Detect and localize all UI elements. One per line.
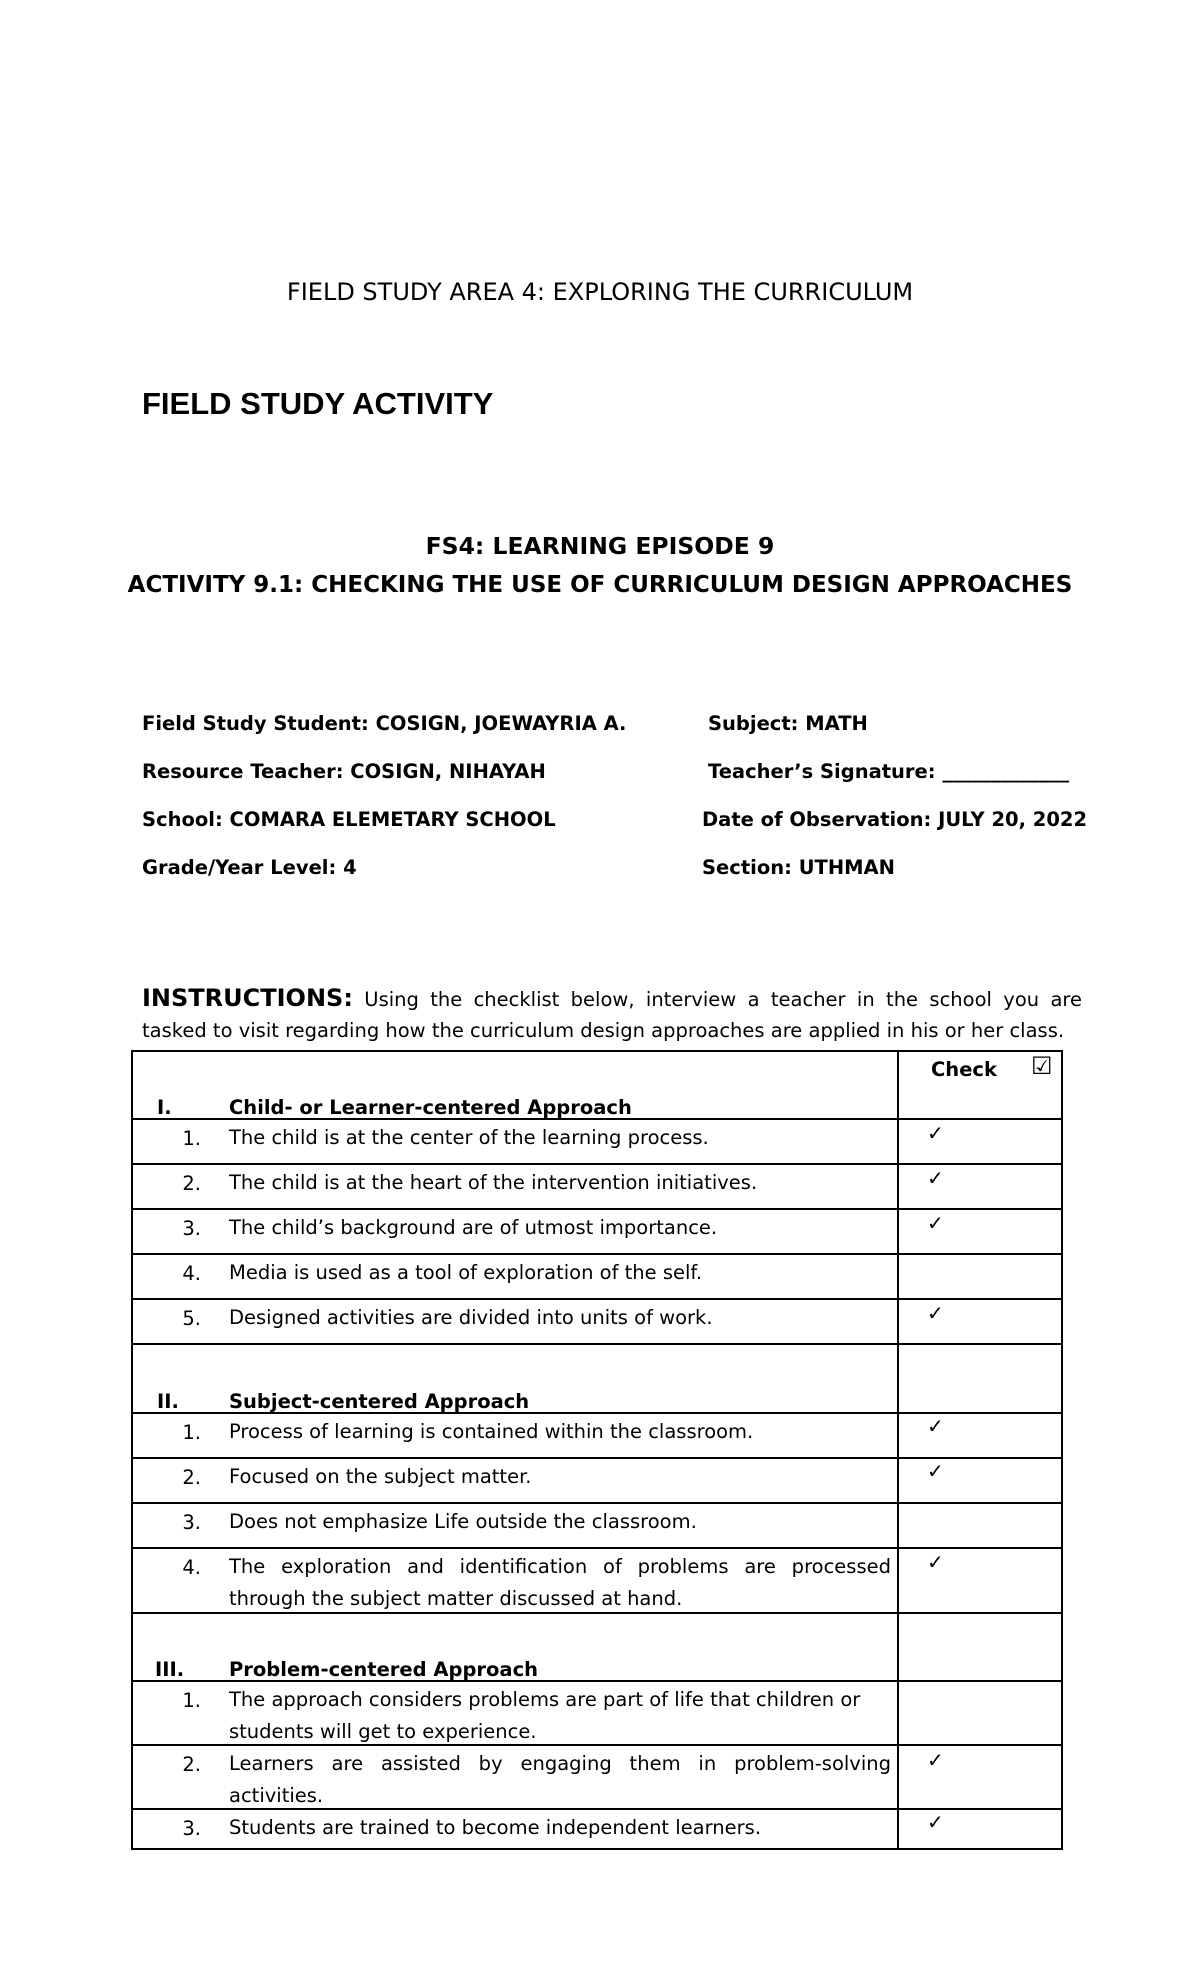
checklist-item: Process of learning is contained within the classroom. <box>229 1420 754 1443</box>
check-mark-icon: ✓ <box>927 1459 944 1483</box>
checklist-item: Does not emphasize Life outside the classroom. <box>229 1510 697 1533</box>
activity-title: ACTIVITY 9.1: CHECKING THE USE OF CURRICULUM DESIGN APPROACHES <box>127 572 1073 598</box>
teacher-field: Resource Teacher: COSIGN, NIHAYAH <box>142 760 546 783</box>
section-field: Section: UTHMAN <box>702 856 895 879</box>
item-number: 3. <box>182 1217 201 1240</box>
instructions-lead: INSTRUCTIONS: <box>142 984 353 1012</box>
checklist-item: Learners are assisted by engaging them in problem-solving <box>229 1752 891 1775</box>
check-mark-icon: ✓ <box>927 1211 944 1235</box>
grade-field: Grade/Year Level: 4 <box>142 856 357 879</box>
subject-field: Subject: MATH <box>708 712 868 735</box>
check-column-header: Check <box>931 1058 997 1081</box>
item-number: 3. <box>182 1511 201 1534</box>
checklist-item: Students are trained to become independent learners. <box>229 1816 762 1839</box>
section-title: Problem-centered Approach <box>229 1658 539 1681</box>
check-mark-icon: ✓ <box>927 1121 944 1145</box>
checklist-item: The child is at the heart of the intervention initiatives. <box>229 1171 758 1194</box>
check-mark-icon: ✓ <box>927 1550 944 1574</box>
checklist-item: The child is at the center of the learning process. <box>229 1126 709 1149</box>
item-number: 3. <box>182 1817 201 1840</box>
section-title: Child- or Learner-centered Approach <box>229 1096 632 1119</box>
date-field: Date of Observation: JULY 20, 2022 <box>702 808 1088 831</box>
checkbox-checked-icon: ☑ <box>1031 1052 1053 1080</box>
area-title: FIELD STUDY AREA 4: EXPLORING THE CURRICULUM <box>286 278 914 306</box>
section-numeral: I. <box>157 1096 172 1119</box>
item-number: 2. <box>182 1753 201 1776</box>
checklist-item: Designed activities are divided into units of work. <box>229 1306 713 1329</box>
checklist-item: The approach considers problems are part of life that children or <box>229 1688 861 1711</box>
item-number: 4. <box>182 1556 201 1579</box>
item-number: 5. <box>182 1307 201 1330</box>
section-title: Subject-centered Approach <box>229 1390 530 1413</box>
instructions <box>142 983 1082 1046</box>
item-number: 1. <box>182 1421 201 1444</box>
school-field: School: COMARA ELEMETARY SCHOOL <box>142 808 556 831</box>
checklist-item: The exploration and identification of problems are processed <box>229 1555 891 1578</box>
item-number: 4. <box>182 1262 201 1285</box>
signature-field: Teacher’s Signature: _____________ <box>708 760 1070 783</box>
check-mark-icon: ✓ <box>927 1810 944 1834</box>
item-number: 2. <box>182 1466 201 1489</box>
item-number: 2. <box>182 1172 201 1195</box>
instructions-text: Using the checklist below, interview a teacher in the school you are tasked to visit regarding how the curriculum design approaches are applied in his or her class. <box>142 988 1082 1042</box>
checklist-item: Media is used as a tool of exploration of the self. <box>229 1261 703 1284</box>
section-numeral: III. <box>155 1658 185 1681</box>
item-number: 1. <box>182 1689 201 1712</box>
checklist-item: The child’s background are of utmost importance. <box>229 1216 718 1239</box>
check-mark-icon: ✓ <box>927 1748 944 1772</box>
item-number: 1. <box>182 1127 201 1150</box>
checklist-table <box>131 1050 1063 1850</box>
checklist-item-continued: activities. <box>229 1784 324 1807</box>
checklist-item-continued: through the subject matter discussed at hand. <box>229 1587 683 1610</box>
episode-title: FS4: LEARNING EPISODE 9 <box>425 532 775 560</box>
section-numeral: II. <box>157 1390 179 1413</box>
check-mark-icon: ✓ <box>927 1166 944 1190</box>
checklist-item: Focused on the subject matter. <box>229 1465 532 1488</box>
student-field: Field Study Student: COSIGN, JOEWAYRIA A. <box>142 712 627 735</box>
check-mark-icon: ✓ <box>927 1414 944 1438</box>
activity-heading: FIELD STUDY ACTIVITY <box>142 386 494 421</box>
check-mark-icon: ✓ <box>927 1301 944 1325</box>
checklist-item-continued: students will get to experience. <box>229 1720 537 1743</box>
